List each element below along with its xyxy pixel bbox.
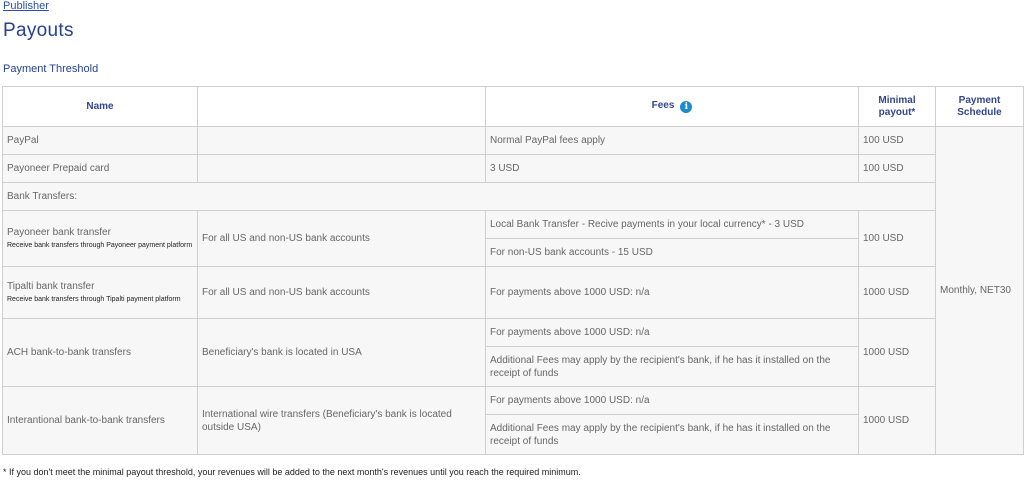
row-name-title: Payoneer bank transfer [7, 227, 111, 238]
row-fee: For payments above 1000 USD: n/a [486, 267, 859, 319]
header-fees [486, 87, 859, 127]
row-description: For all US and non-US bank accounts [198, 211, 486, 267]
table-row-payoneer-prepaid [3, 155, 1024, 183]
row-minimal: 100 USD [859, 155, 936, 183]
row-fee: Local Bank Transfer - Recive payments in your local currency* - 3 USD [486, 211, 859, 239]
row-name-subtitle: Receive bank transfers through Tipalti payment platform [7, 296, 181, 303]
table-row-international [3, 387, 1024, 415]
table-row-payoneer-bank [3, 211, 1024, 239]
row-fee: Additional Fees may apply by the recipient's bank, if he has it installed on the receipt of funds [486, 415, 859, 455]
header-payment-schedule: Payment Schedule [936, 87, 1024, 127]
row-minimal: 1000 USD [859, 319, 936, 387]
section-title: Payment Threshold [3, 63, 99, 75]
table-row-tipalti [3, 267, 1024, 319]
table-row-paypal [3, 127, 1024, 155]
row-description: International wire transfers (Beneficiary's bank is located outside USA) [198, 387, 486, 455]
table-row-ach [3, 319, 1024, 347]
row-minimal: 1000 USD [859, 387, 936, 455]
footnote: * If you don't meet the minimal payout threshold, your revenues will be added to the next month's revenues until you reach the required minimum. [3, 467, 581, 477]
row-fee: 3 USD [486, 155, 859, 183]
table-header-row [3, 87, 1024, 127]
header-description [198, 87, 486, 127]
row-name: Interantional bank-to-bank transfers [3, 387, 198, 455]
header-minimal-payout: Minimal payout* [859, 87, 936, 127]
info-icon[interactable]: i [680, 101, 692, 113]
row-name: PayPal [3, 127, 198, 155]
row-description: Beneficiary's bank is located in USA [198, 319, 486, 387]
header-name: Name [3, 87, 198, 127]
payment-schedule-cell: Monthly, NET30 [936, 127, 1024, 455]
row-name-subtitle: Receive bank transfers through Payoneer payment platform [7, 242, 193, 249]
row-name [3, 211, 198, 267]
row-fee: For non-US bank accounts - 15 USD [486, 239, 859, 267]
row-description [198, 127, 486, 155]
row-minimal: 100 USD [859, 127, 936, 155]
row-fee: Additional Fees may apply by the recipient's bank, if he has it installed on the receipt of funds [486, 347, 859, 387]
row-fee: For payments above 1000 USD: n/a [486, 387, 859, 415]
row-description: For all US and non-US bank accounts [198, 267, 486, 319]
row-minimal: 1000 USD [859, 267, 936, 319]
table-row-bank-transfers [3, 183, 1024, 211]
page-title: Payouts [3, 20, 74, 41]
payouts-table [2, 86, 1024, 455]
row-name-title: Tipalti bank transfer [7, 281, 95, 292]
row-minimal: 100 USD [859, 211, 936, 267]
breadcrumb-publisher[interactable]: Publisher [3, 0, 49, 12]
row-description [198, 155, 486, 183]
row-fee: Normal PayPal fees apply [486, 127, 859, 155]
header-fees-label: Fees [651, 100, 675, 111]
row-name [3, 267, 198, 319]
row-fee: For payments above 1000 USD: n/a [486, 319, 859, 347]
row-name: ACH bank-to-bank transfers [3, 319, 198, 387]
row-name: Payoneer Prepaid card [3, 155, 198, 183]
bank-transfers-label: Bank Transfers: [3, 183, 936, 211]
